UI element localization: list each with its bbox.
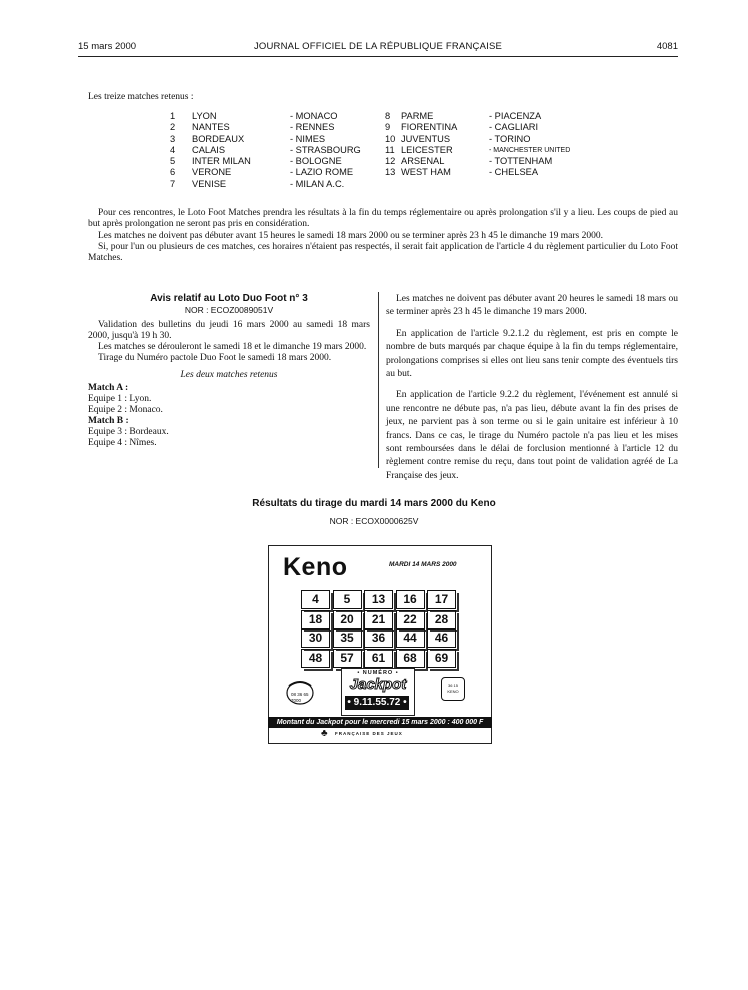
keno-number: 48 [301, 649, 330, 668]
team-3: Equipe 3 : Bordeaux. [88, 427, 169, 437]
page-number: 4081 [656, 41, 678, 52]
rule-paragraph: Les matches ne doivent pas débuter avant 15 heures le samedi 18 mars 2000 ou se terminer après 23 h 45 le dimanche 19 mars 2000. [98, 230, 603, 241]
match-away: - BOLOGNE [290, 156, 342, 167]
matches-intro: Les treize matches retenus : [88, 92, 194, 102]
fdj-brand: FRANÇAISE DES JEUX [335, 731, 403, 736]
match-n: 2 [170, 122, 176, 133]
keno-number: 46 [427, 629, 456, 648]
match-b-label: Match B : [88, 416, 129, 426]
match-away: - LAZIO ROME [290, 167, 354, 178]
match-away: - STRASBOURG [290, 144, 361, 155]
jackpot-numero-label: • NUMÉRO • [357, 670, 399, 676]
avis-subtitle: Les deux matches retenus [180, 370, 278, 380]
match-away: - NIMES [290, 133, 326, 144]
match-n2: 12 [385, 156, 396, 167]
keno-number: 28 [427, 610, 456, 629]
match-home2: PARME [401, 111, 434, 121]
match-n: 7 [170, 178, 176, 189]
keno-number: 4 [301, 590, 330, 609]
match-home2: LEICESTER [401, 144, 453, 155]
match-away2: - TOTTENHAM [489, 156, 553, 167]
journal-title: JOURNAL OFFICIEL DE LA RÉPUBLIQUE FRANÇAISE [253, 41, 503, 52]
avis-title: Avis relatif au Loto Duo Foot n° 3 [150, 293, 308, 304]
jackpot-amount-banner: Montant du Jackpot pour le mercredi 15 mars 2000 : 400 000 F [268, 717, 492, 728]
keno-number: 44 [396, 629, 425, 648]
page-header [78, 41, 678, 55]
match-home2: WEST HAM [401, 167, 451, 178]
match-home2: ARSENAL [401, 156, 445, 167]
team-1: Equipe 1 : Lyon. [88, 394, 152, 404]
keno-number: 61 [364, 649, 393, 668]
rule-paragraph: Si, pour l'un ou plusieurs de ces matches, ces horaires n'étaient pas respectés, il serait fait application de l'article 4 du règlement particulier du Loto Foot Matches. [88, 241, 678, 264]
jackpot-number: • 9.11.55.72 • [345, 696, 409, 710]
match-n: 5 [170, 156, 176, 167]
keno-number: 57 [333, 649, 362, 668]
match-n2: 9 [385, 122, 391, 133]
match-row [170, 134, 570, 145]
keno-number: 18 [301, 610, 330, 629]
column-divider [378, 292, 379, 468]
match-away2: - MANCHESTER UNITED [489, 146, 571, 154]
match-home: LYON [192, 111, 217, 121]
match-home: VERONE [192, 167, 232, 178]
match-home: NANTES [192, 122, 230, 133]
match-n2 [385, 179, 401, 190]
minitel-code: 36 15 KENO [447, 683, 459, 694]
rule-paragraph: En application de l'article 9.2.1.2 du règlement, est pris en compte le nombre de buts marqués par chaque équipe à la fin du temps réglementaire, prolongations comprises si elles ont lieu sans tenir compte des éventuels tirs au but. [386, 328, 678, 380]
rule-paragraph: Les matches ne doivent pas débuter avant 20 heures le samedi 18 mars ou se terminer après 23 h 45 le dimanche 19 mars 2000. [386, 294, 678, 318]
match-home: BORDEAUX [192, 133, 245, 144]
match-a-label: Match A : [88, 383, 129, 393]
match-n: 6 [170, 167, 176, 178]
keno-section-title: Résultats du tirage du mardi 14 mars 2000 du Keno [252, 498, 496, 509]
minitel-icon [441, 677, 465, 701]
keno-number: 68 [396, 649, 425, 668]
match-row [170, 179, 570, 190]
keno-number: 5 [333, 590, 362, 609]
keno-number: 69 [427, 649, 456, 668]
keno-results-card [268, 545, 492, 744]
keno-number: 13 [364, 590, 393, 609]
keno-number: 36 [364, 629, 393, 648]
match-home: VENISE [192, 178, 227, 189]
avis-tirage: Tirage du Numéro pactole Duo Foot le samedi 18 mars 2000. [98, 353, 332, 363]
match-home2: FIORENTINA [401, 122, 458, 133]
match-row [170, 111, 570, 122]
header-date: 15 mars 2000 [78, 41, 137, 52]
match-row [170, 145, 570, 156]
rule-paragraph: Pour ces rencontres, le Loto Foot Matches prendra les résultats à la fin du temps réglementaire ou après prolongation s'il y a lieu. Les coups de pied au but après prolongation ne seront pas pris en considération. [88, 208, 678, 230]
match-n: 3 [170, 133, 176, 144]
keno-number: 16 [396, 590, 425, 609]
jackpot-logo: Jackpot [349, 676, 407, 693]
team-2: Equipe 2 : Monaco. [88, 405, 163, 415]
match-home2 [401, 179, 489, 190]
match-home2: JUVENTUS [401, 133, 451, 144]
keno-nor: NOR : ECOX0000625V [329, 516, 419, 526]
jackpot-box [341, 668, 415, 716]
match-n: 4 [170, 144, 176, 155]
loto-foot-rules [88, 208, 678, 264]
team-4: Equipe 4 : Nîmes. [88, 438, 157, 448]
keno-number: 21 [364, 610, 393, 629]
match-row [170, 156, 570, 167]
match-n2: 10 [385, 133, 396, 144]
keno-draw-date: MARDI 14 MARS 2000 [389, 561, 457, 568]
keno-number: 20 [333, 610, 362, 629]
keno-number: 22 [396, 610, 425, 629]
match-home: INTER MILAN [192, 156, 251, 167]
match-away2: - CHELSEA [489, 167, 539, 178]
clover-logo-icon: ♣ [321, 728, 328, 739]
match-away2 [489, 179, 570, 190]
match-away: - MONACO [290, 111, 338, 121]
keno-number: 17 [427, 590, 456, 609]
rule-paragraph: En application de l'article 9.2.2 du règlement, l'événement est annulé si une rencontre ne débute pas, n'a pas lieu, débute avant la fin des prises de jeux, ne parvient pas à son terme ou si le gain unitaire est inférieur à 10 francs. Dans ce cas, le tirage du Numéro pactole n'a pas lieu et les mises sont remboursées dans le délai de forclusion mentionné à l'article 12 du règlement contre remise du reçu, dans tout point de validation agréé de La Française des jeux. [386, 390, 678, 481]
phone-number: 08 36 65 7000 [291, 692, 309, 703]
match-away: - RENNES [290, 122, 335, 133]
match-away: - MILAN A.C. [290, 178, 345, 189]
keno-number: 30 [301, 629, 330, 648]
match-n2: 11 [385, 144, 395, 155]
match-row [170, 122, 570, 133]
avis-validation: Validation des bulletins du jeudi 16 mars 2000 au samedi 18 mars 2000, jusqu'à 19 h 30. [88, 320, 370, 341]
avis-duo-foot [88, 293, 370, 449]
keno-logo: Keno [283, 553, 348, 581]
match-row [170, 167, 570, 178]
match-away2: - TORINO [489, 133, 531, 144]
duo-foot-rules [386, 293, 678, 491]
match-n2: 13 [385, 167, 396, 178]
matches-table [170, 111, 570, 190]
keno-number: 35 [333, 629, 362, 648]
avis-nor: NOR : ECOZ0089051V [184, 305, 274, 315]
avis-matches-dates: Les matches se dérouleront le samedi 18 et le dimanche 19 mars 2000. [98, 342, 367, 352]
match-n2: 8 [385, 111, 391, 121]
match-home: CALAIS [192, 144, 226, 155]
match-n: 1 [170, 111, 176, 121]
header-rule [78, 56, 678, 57]
match-away2: - PIACENZA [489, 111, 542, 121]
match-away2: - CAGLIARI [489, 122, 539, 133]
